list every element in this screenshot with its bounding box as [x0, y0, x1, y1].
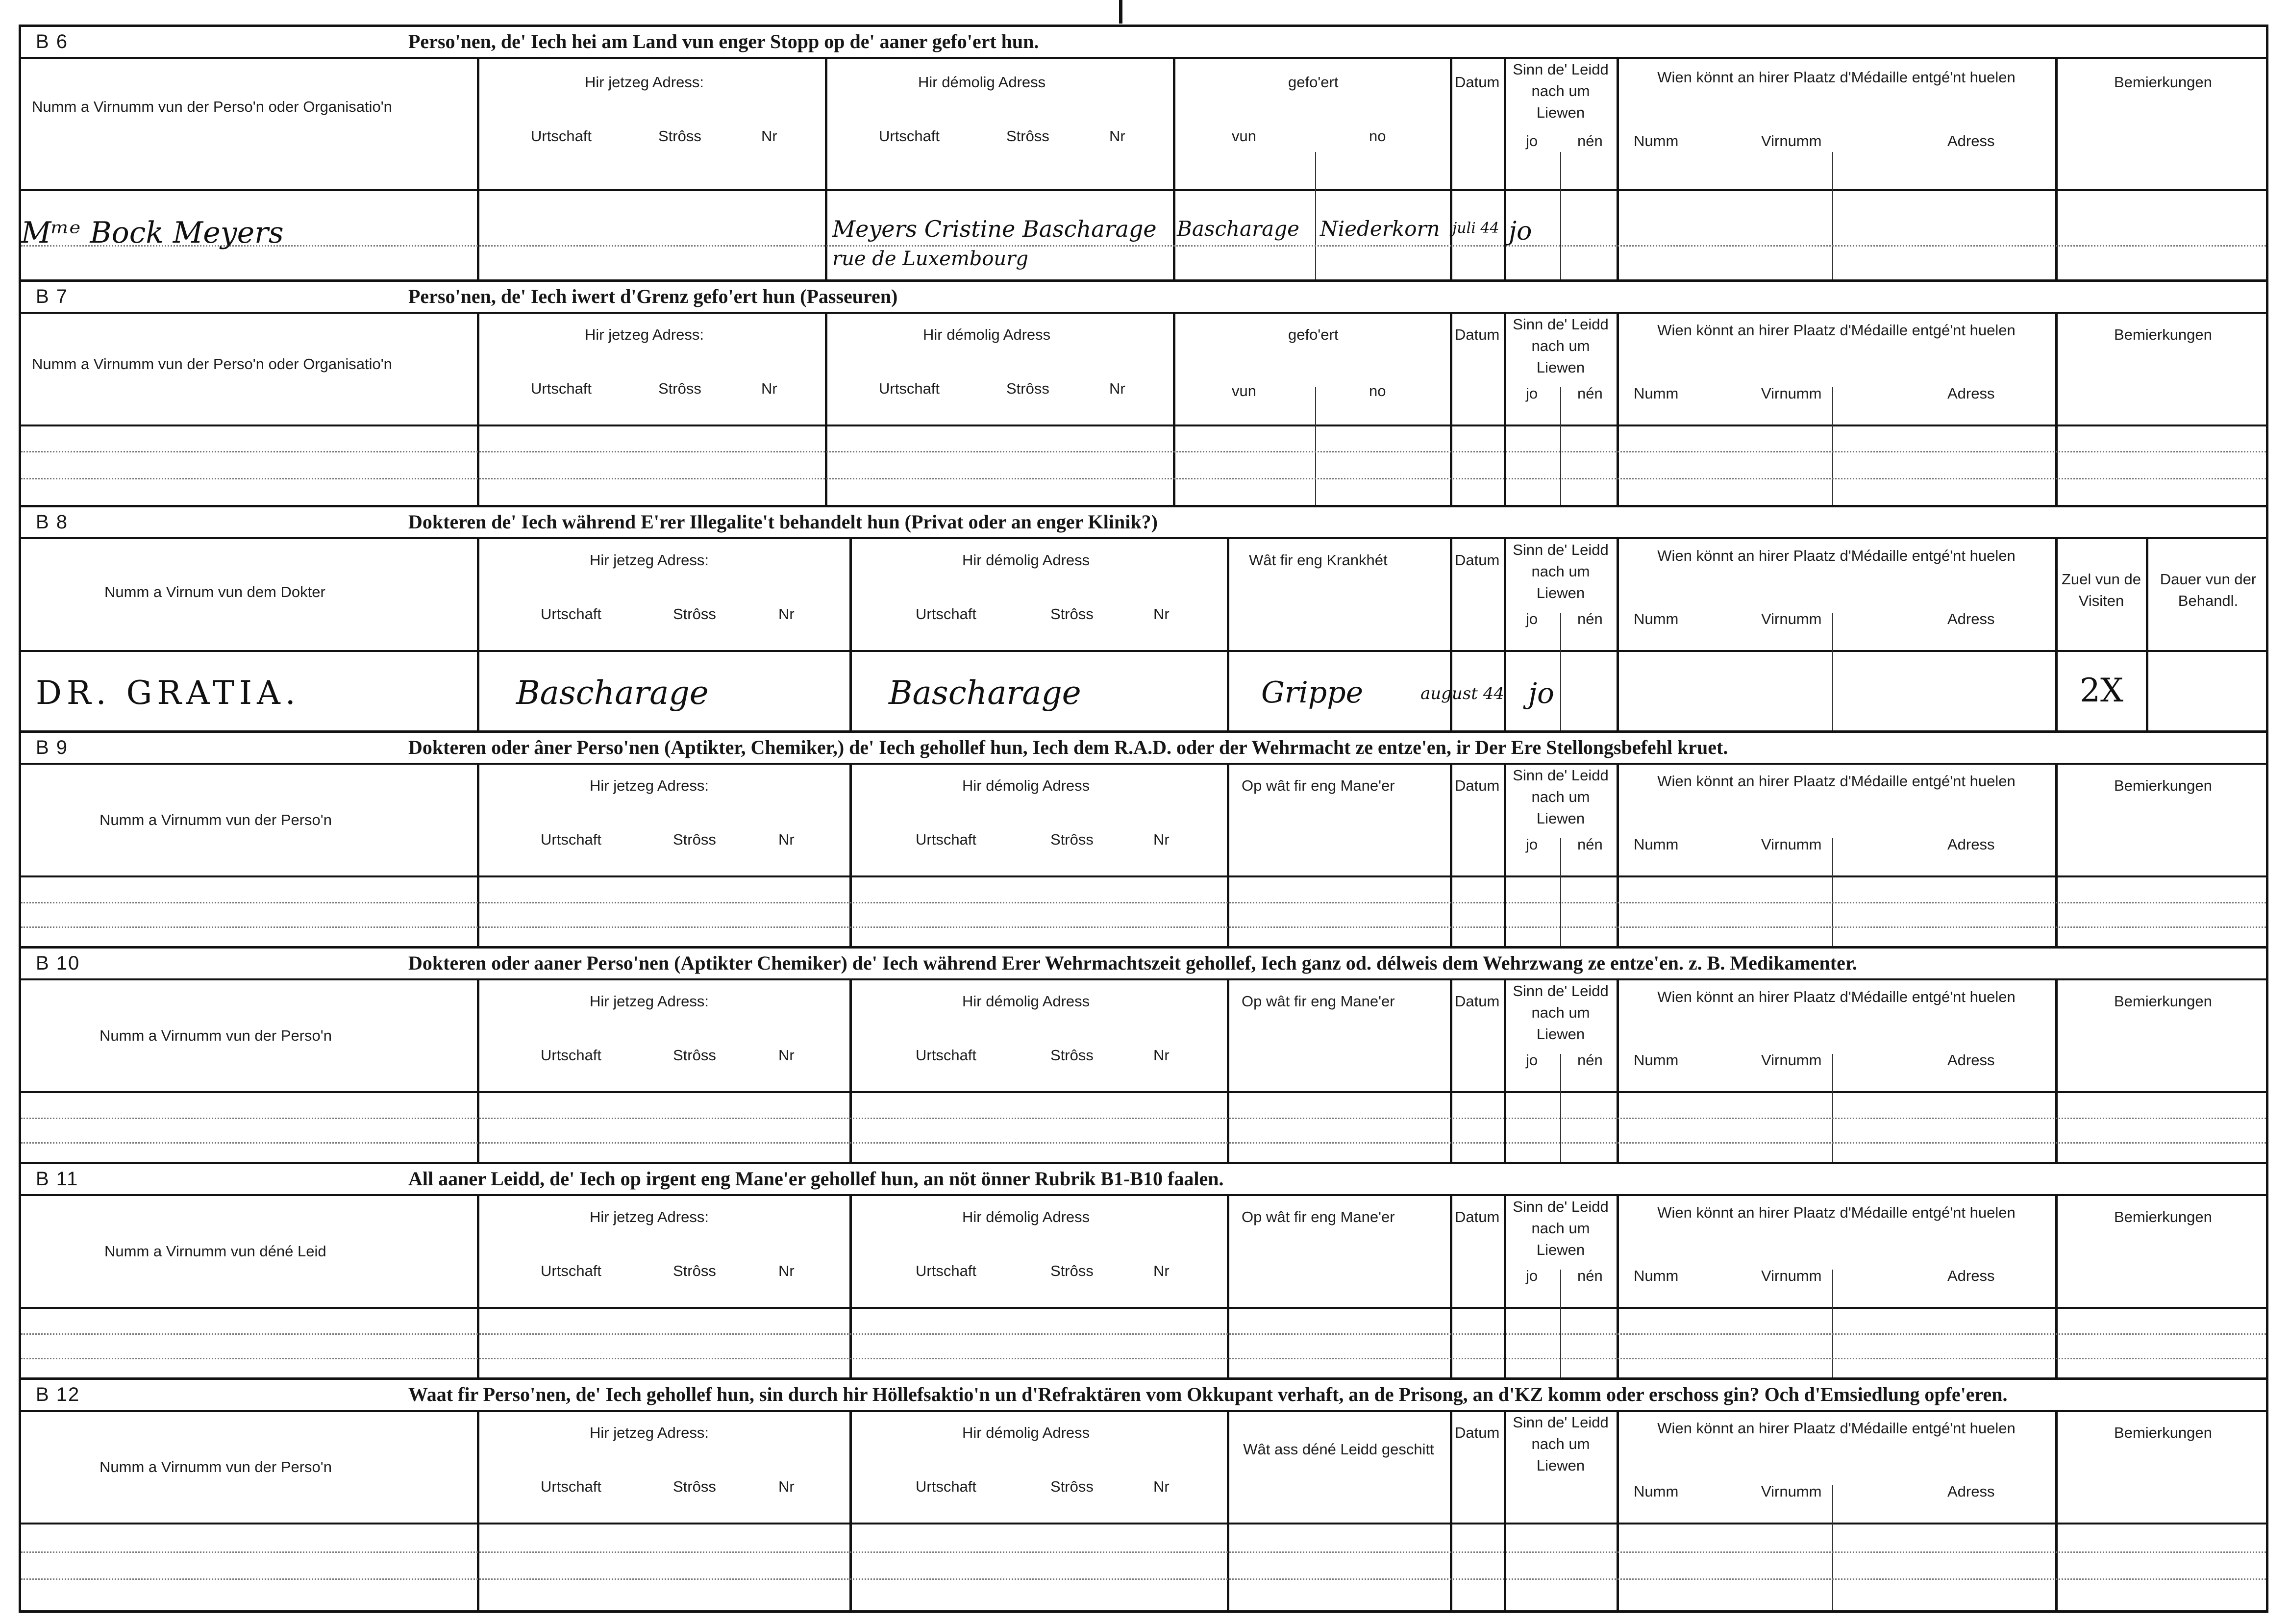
entry-area [21, 652, 2266, 730]
medal-header: Wien könnt an hirer Plaatz d'Médaille entgé'nt huelen [1657, 773, 2016, 790]
current-address-header: Hir jetzeg Adress: [585, 74, 704, 91]
form-page [19, 25, 2268, 1613]
medal-name-header: Numm [1634, 1051, 1679, 1069]
alive-header: Sinn de' Leidd nach um Liewen [1513, 767, 1609, 827]
illness-header: Wât fir eng Krankhét [1249, 551, 1388, 569]
section-b10 [21, 946, 2266, 1162]
medal-header: Wien könnt an hirer Plaatz d'Médaille entgé'nt huelen [1657, 988, 2016, 1005]
medal-header: Wien könnt an hirer Plaatz d'Médaille entgé'nt huelen [1657, 1420, 2016, 1437]
to-header: no [1369, 127, 1386, 145]
no-header: nén [1577, 1051, 1603, 1069]
no-header: nén [1577, 385, 1603, 402]
current-address-header: Hir jetzeg Adress: [590, 551, 709, 569]
street-header: Strôss [658, 380, 701, 397]
number-header: Nr [761, 127, 777, 145]
locality-header: Urtschaft [879, 380, 940, 397]
entry-alive: jo [1509, 217, 1532, 246]
entry-former-address-street: rue de Luxembourg [832, 248, 1028, 270]
medal-name-header: Numm [1634, 385, 1679, 402]
section-title: Dokteren oder aaner Perso'nen (Aptikter Chemiker) de' Iech während Erer Wehrmachtszeit gehollef, Iech ganz od. délweis dem Wehrzwang ze entze'en. z. B. Medikamenter. [408, 952, 1857, 974]
medal-header: Wien könnt an hirer Plaatz d'Médaille entgé'nt huelen [1657, 547, 2016, 564]
name-header: Numm a Virnumm vun der Perso'n oder Organisatio'n [32, 355, 392, 373]
alive-header: Sinn de' Leidd nach um Liewen [1513, 61, 1609, 121]
no-header: nén [1577, 836, 1603, 853]
former-address-header: Hir démolig Adress [962, 1424, 1090, 1441]
yes-header: jo [1526, 385, 1538, 402]
street-header: Strôss [1050, 831, 1094, 848]
header-row [21, 980, 2266, 1093]
remarks-header: Bemierkungen [2114, 1424, 2212, 1441]
street-header: Strôss [673, 831, 716, 848]
entry-area [21, 1524, 2266, 1613]
section-title-bar [21, 946, 2266, 980]
medal-header: Wien könnt an hirer Plaatz d'Médaille entgé'nt huelen [1657, 69, 2016, 86]
section-title-bar [21, 505, 2266, 539]
section-title-bar [21, 1377, 2266, 1412]
locality-header: Urtschaft [879, 127, 940, 145]
section-code: B 9 [36, 737, 69, 758]
yes-header: jo [1526, 1267, 1538, 1284]
entry-current-address: Bascharage [516, 674, 709, 712]
section-b11 [21, 1162, 2266, 1377]
alive-header: Sinn de' Leidd nach um Liewen [1513, 541, 1609, 601]
former-address-header: Hir démolig Adress [962, 1208, 1090, 1225]
former-address-header: Hir démolig Adress [918, 74, 1046, 91]
entry-to: Niederkorn [1320, 217, 1440, 241]
yes-header: jo [1526, 836, 1538, 853]
medal-firstname-header: Virnumm [1761, 610, 1822, 627]
date-header: Datum [1455, 74, 1500, 91]
number-header: Nr [778, 1262, 795, 1279]
top-fold-mark [1119, 0, 1122, 24]
section-b12 [21, 1377, 2266, 1613]
visits-header: Zuel vun de Visiten [2062, 571, 2141, 609]
date-header: Datum [1455, 1424, 1500, 1441]
number-header: Nr [1153, 605, 1170, 623]
entry-area [21, 191, 2266, 279]
number-header: Nr [778, 1478, 795, 1495]
locality-header: Urtschaft [531, 127, 592, 145]
manner-header: Op wât fir eng Mane'er [1242, 777, 1395, 794]
what-happened-header: Wât ass déné Leidd geschitt [1243, 1441, 1434, 1458]
section-b9 [21, 730, 2266, 946]
name-header: Numm a Virnumm vun der Perso'n [100, 1458, 332, 1475]
former-address-header: Hir démolig Adress [962, 551, 1090, 569]
street-header: Strôss [1050, 1262, 1094, 1279]
street-header: Strôss [658, 127, 701, 145]
medal-header: Wien könnt an hirer Plaatz d'Médaille entgé'nt huelen [1657, 1204, 2016, 1221]
section-title: Perso'nen, de' Iech hei am Land vun enger Stopp op de' aaner gefo'ert hun. [408, 30, 1039, 52]
medal-address-header: Adress [1947, 132, 1995, 150]
section-title-bar [21, 25, 2266, 59]
current-address-header: Hir jetzeg Adress: [590, 1208, 709, 1225]
date-header: Datum [1455, 551, 1500, 569]
entry-area [21, 877, 2266, 946]
locality-header: Urtschaft [531, 380, 592, 397]
number-header: Nr [1153, 1262, 1170, 1279]
street-header: Strôss [1050, 1478, 1094, 1495]
section-title: Perso'nen, de' Iech iwert d'Grenz gefo'ert hun (Passeuren) [408, 285, 898, 307]
no-header: nén [1577, 132, 1603, 150]
street-header: Strôss [1050, 1047, 1094, 1064]
current-address-header: Hir jetzeg Adress: [590, 1424, 709, 1441]
remarks-header: Bemierkungen [2114, 74, 2212, 91]
number-header: Nr [778, 1047, 795, 1064]
section-code: B 7 [36, 286, 69, 307]
manner-header: Op wât fir eng Mane'er [1242, 1208, 1395, 1225]
street-header: Strôss [673, 1047, 716, 1064]
medal-address-header: Adress [1947, 385, 1995, 402]
date-header: Datum [1455, 777, 1500, 794]
medal-address-header: Adress [1947, 1267, 1995, 1284]
medal-firstname-header: Virnumm [1761, 385, 1822, 402]
entry-area [21, 426, 2266, 505]
medal-firstname-header: Virnumm [1761, 836, 1822, 853]
name-header: Numm a Virnumm vun der Perso'n oder Organisatio'n [32, 98, 392, 115]
entry-area [21, 1093, 2266, 1162]
section-title: All aaner Leidd, de' Iech op irgent eng Mane'er gehollef hun, an nöt önner Rubrik B1-B10 faalen. [408, 1168, 1224, 1190]
medal-address-header: Adress [1947, 1051, 1995, 1069]
alive-header: Sinn de' Leidd nach um Liewen [1513, 1198, 1609, 1258]
locality-header: Urtschaft [541, 1047, 602, 1064]
header-row [21, 59, 2266, 191]
no-header: nén [1577, 610, 1603, 627]
entry-doctor-name: DR. GRATIA. [36, 674, 300, 712]
street-header: Strôss [1050, 605, 1094, 623]
locality-header: Urtschaft [916, 1047, 977, 1064]
section-b6 [21, 25, 2266, 279]
locality-header: Urtschaft [916, 605, 977, 623]
entry-visits: 2X [2080, 672, 2123, 709]
medal-firstname-header: Virnumm [1761, 1483, 1822, 1500]
medal-firstname-header: Virnumm [1761, 132, 1822, 150]
street-header: Strôss [1006, 127, 1049, 145]
alive-header: Sinn de' Leidd nach um Liewen [1513, 316, 1609, 376]
locality-header: Urtschaft [916, 831, 977, 848]
medal-name-header: Numm [1634, 836, 1679, 853]
entry-name: Mᵐᵉ Bock Meyers [21, 216, 284, 250]
manner-header: Op wât fir eng Mane'er [1242, 993, 1395, 1010]
section-title: Waat fir Perso'nen, de' Iech gehollef hun, sin durch hir Höllefsaktio'n un d'Refraktären vom Okkupant verhaft, an de Prisong, an d'KZ komm oder erschoss gin? Och d'Emsiedlung opfe'eren. [408, 1383, 2008, 1405]
medal-name-header: Numm [1634, 610, 1679, 627]
entry-alive: jo [1528, 676, 1554, 710]
no-header: nén [1577, 1267, 1603, 1284]
former-address-header: Hir démolig Adress [962, 777, 1090, 794]
section-title: Dokteren oder âner Perso'nen (Aptikter, Chemiker,) de' Iech gehollef hun, Iech dem R.A.D. oder der Wehrmacht ze entze'en, ir Der Ere Stellongsbefehl kruet. [408, 736, 1728, 758]
duration-header: Dauer vun der Behandl. [2160, 571, 2257, 609]
medal-name-header: Numm [1634, 1267, 1679, 1284]
section-title-bar [21, 279, 2266, 314]
number-header: Nr [1153, 831, 1170, 848]
number-header: Nr [1109, 127, 1125, 145]
header-row [21, 539, 2266, 652]
number-header: Nr [761, 380, 777, 397]
entry-former-address: Bascharage [889, 674, 1081, 712]
remarks-header: Bemierkungen [2114, 326, 2212, 343]
header-row [21, 765, 2266, 877]
number-header: Nr [778, 605, 795, 623]
current-address-header: Hir jetzeg Adress: [590, 993, 709, 1010]
yes-header: jo [1526, 132, 1538, 150]
date-header: Datum [1455, 993, 1500, 1010]
date-header: Datum [1455, 326, 1500, 343]
section-b8 [21, 505, 2266, 730]
medal-address-header: Adress [1947, 1483, 1995, 1500]
locality-header: Urtschaft [541, 831, 602, 848]
section-code: B 10 [36, 952, 80, 974]
former-address-header: Hir démolig Adress [923, 326, 1051, 343]
medal-name-header: Numm [1634, 1483, 1679, 1500]
from-header: vun [1232, 382, 1256, 400]
doctor-name-header: Numm a Virnum vun dem Dokter [104, 583, 325, 600]
remarks-header: Bemierkungen [2114, 1208, 2212, 1225]
header-row [21, 1196, 2266, 1309]
transported-header: gefo'ert [1288, 74, 1339, 91]
locality-header: Urtschaft [916, 1478, 977, 1495]
number-header: Nr [1153, 1478, 1170, 1495]
header-row [21, 314, 2266, 426]
number-header: Nr [1109, 380, 1125, 397]
date-header: Datum [1455, 1208, 1500, 1225]
street-header: Strôss [673, 1262, 716, 1279]
remarks-header: Bemierkungen [2114, 777, 2212, 794]
medal-firstname-header: Virnumm [1761, 1051, 1822, 1069]
to-header: no [1369, 382, 1386, 400]
entry-illness: Grippe [1261, 675, 1364, 710]
name-header: Numm a Virnumm vun déné Leid [104, 1243, 326, 1260]
section-title: Dokteren de' Iech während E'rer Illegalite't behandelt hun (Privat oder an enger Klinik?) [408, 511, 1158, 533]
former-address-header: Hir démolig Adress [962, 993, 1090, 1010]
yes-header: jo [1526, 610, 1538, 627]
street-header: Strôss [1006, 380, 1049, 397]
street-header: Strôss [673, 605, 716, 623]
entry-area [21, 1309, 2266, 1377]
section-title-bar [21, 1162, 2266, 1196]
locality-header: Urtschaft [541, 1262, 602, 1279]
current-address-header: Hir jetzeg Adress: [590, 777, 709, 794]
section-code: B 8 [36, 511, 69, 533]
entry-date: august 44 [1420, 684, 1505, 703]
alive-header: Sinn de' Leidd nach um Liewen [1513, 1414, 1609, 1474]
medal-address-header: Adress [1947, 610, 1995, 627]
name-header: Numm a Virnumm vun der Perso'n [100, 1027, 332, 1044]
street-header: Strôss [673, 1478, 716, 1495]
section-b7 [21, 279, 2266, 505]
name-header: Numm a Virnumm vun der Perso'n [100, 811, 332, 828]
transported-header: gefo'ert [1288, 326, 1339, 343]
entry-date: juli 44 [1452, 220, 1499, 237]
alive-header: Sinn de' Leidd nach um Liewen [1513, 982, 1609, 1043]
number-header: Nr [778, 831, 795, 848]
medal-header: Wien könnt an hirer Plaatz d'Médaille entgé'nt huelen [1657, 322, 2016, 339]
medal-address-header: Adress [1947, 836, 1995, 853]
section-title-bar [21, 730, 2266, 765]
locality-header: Urtschaft [541, 605, 602, 623]
number-header: Nr [1153, 1047, 1170, 1064]
section-code: B 11 [36, 1168, 79, 1190]
locality-header: Urtschaft [541, 1478, 602, 1495]
entry-former-address: Meyers Cristine Bascharage [832, 216, 1157, 242]
locality-header: Urtschaft [916, 1262, 977, 1279]
yes-header: jo [1526, 1051, 1538, 1069]
header-row [21, 1412, 2266, 1524]
entry-from: Bascharage [1177, 217, 1299, 241]
from-header: vun [1232, 127, 1256, 145]
medal-firstname-header: Virnumm [1761, 1267, 1822, 1284]
section-code: B 12 [36, 1384, 80, 1405]
remarks-header: Bemierkungen [2114, 993, 2212, 1010]
section-code: B 6 [36, 31, 69, 52]
current-address-header: Hir jetzeg Adress: [585, 326, 704, 343]
medal-name-header: Numm [1634, 132, 1679, 150]
